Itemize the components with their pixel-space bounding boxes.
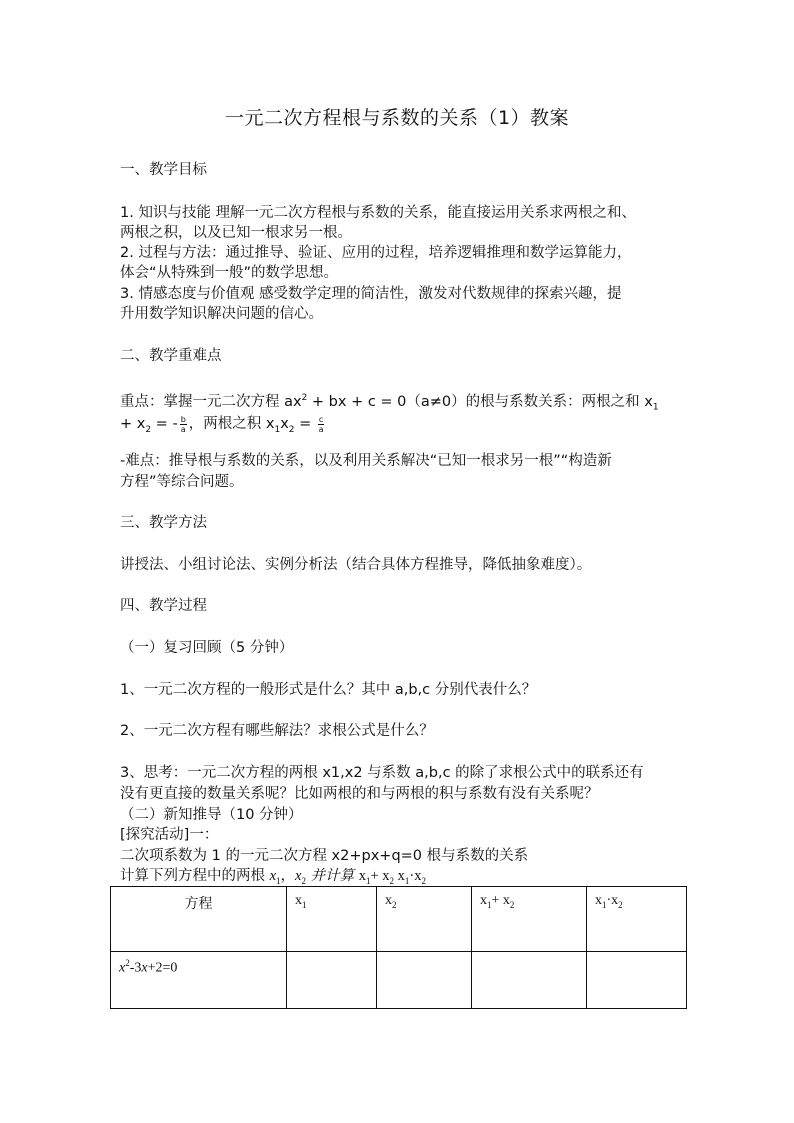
var-x: x	[141, 960, 148, 976]
review-question-2: 2、一元二次方程有哪些解法？求根公式是什么？	[120, 723, 434, 739]
subscript: 1	[274, 424, 281, 435]
instruction-text: 并计算	[305, 868, 359, 884]
subsection-new-knowledge: （二）新知推导（10 分钟）	[120, 807, 303, 823]
review-question-3-line-2: 没有更直接的数量关系呢？比如两根的和与两根的积与系数有没有关系呢？	[120, 786, 599, 802]
var-x: x	[295, 893, 302, 908]
difficulty-line-2: 方程”等综合问题。	[120, 474, 244, 490]
subscript: 1	[276, 875, 281, 886]
key-point-text: x	[280, 416, 289, 432]
header-x1	[287, 887, 377, 952]
dot-sign: ·	[409, 868, 415, 884]
var-x: x	[382, 868, 390, 884]
sum-cell[interactable]	[472, 952, 587, 1009]
fraction-b-over-a	[180, 415, 187, 434]
subscript: 2	[618, 899, 623, 910]
subscript: 2	[301, 875, 306, 886]
key-point-text: 重点：掌握一元二次方程 ax	[120, 393, 302, 410]
var-x: x	[385, 893, 392, 908]
header-x2	[377, 887, 472, 952]
goal-1-line-1: 1. 知识与技能 理解一元二次方程根与系数的关系，能直接运用关系求两根之和、	[120, 205, 637, 221]
key-point-text: = -	[151, 416, 178, 432]
goal-1-line-2: 两根之积，以及已知一根求另一根。	[120, 225, 352, 241]
subscript: 2	[392, 899, 397, 910]
section-heading-goals: 一、教学目标	[120, 162, 207, 178]
key-point-line-2	[120, 414, 326, 440]
subscript: 1	[302, 899, 307, 910]
subscript: 2	[288, 424, 295, 435]
plus-sign: +	[491, 893, 503, 908]
superscript: 2	[125, 958, 130, 968]
key-point-text: + x	[120, 416, 146, 432]
section-heading-key-points: 二、教学重难点	[120, 348, 222, 364]
subscript: 1	[652, 402, 659, 413]
dot-sign: ·	[606, 893, 612, 908]
document-title: 一元二次方程根与系数的关系（1）教案	[224, 107, 570, 129]
equation-cell	[111, 952, 287, 1009]
instruction-text: 计算下列方程中的两根	[120, 868, 270, 884]
header-equation-label: 方程	[184, 896, 213, 912]
explore-activity-label: [探究活动]一：	[120, 827, 219, 843]
fraction-denominator: a	[180, 424, 186, 434]
subscript: 1	[602, 899, 607, 910]
var-x: x	[394, 868, 405, 884]
subscript: 1	[365, 875, 371, 886]
goal-3-line-1: 3. 情感态度与价值观 感受数学定理的简洁性，激发对代数规律的探索兴趣，提	[120, 286, 622, 302]
goal-2-line-2: 体会“从特殊到一般”的数学思想。	[120, 265, 339, 281]
var-x: x	[611, 893, 619, 908]
var-x: x	[269, 868, 277, 884]
instruction-text: ，	[280, 868, 296, 884]
key-point-text: + bx + c = 0（a≠0）的根与系数关系：两根之和 x	[307, 393, 653, 410]
x2-cell[interactable]	[377, 952, 472, 1009]
table-header-row	[111, 887, 687, 952]
equation-text: +2=0	[147, 960, 178, 976]
goal-3-line-2: 升用数学知识解决问题的信心。	[120, 306, 323, 322]
fraction-denominator: a	[318, 424, 324, 434]
key-point-text: ，两根之积 x	[188, 416, 275, 432]
subscript: 2	[421, 875, 426, 886]
header-equation	[111, 887, 287, 952]
product-cell[interactable]	[587, 952, 687, 1009]
fraction-c-over-a	[318, 415, 324, 434]
fraction-numerator: b	[180, 414, 186, 424]
fraction-numerator: c	[318, 414, 324, 424]
var-x: x	[358, 868, 366, 884]
var-x: x	[414, 868, 422, 884]
header-sum	[472, 887, 587, 952]
equation-text: -3	[129, 960, 142, 976]
goal-2-line-1: 2. 过程与方法：通过推导、验证、应用的过程，培养逻辑推理和数学运算能力，	[120, 245, 632, 261]
var-x: x	[119, 960, 126, 976]
roots-calculation-table	[110, 886, 687, 1009]
subsection-review: （一）复习回顾（5 分钟）	[120, 640, 294, 656]
section-heading-process: 四、教学过程	[120, 598, 207, 614]
header-product	[587, 887, 687, 952]
review-question-3-line-1: 3、思考：一元二次方程的两根 x1,x2 与系数 a,b,c 的除了求根公式中的联系还有	[120, 765, 644, 781]
var-x: x	[595, 893, 602, 908]
difficulty-line-1: -难点：推导根与系数的关系，以及利用关系解决“已知一根求另一根”“构造新	[120, 453, 612, 469]
subscript: 1	[404, 875, 410, 886]
plus-sign: +	[370, 868, 383, 884]
table-row	[111, 952, 687, 1009]
section-heading-methods: 三、教学方法	[120, 515, 207, 531]
superscript: 2	[301, 393, 308, 403]
subscript: 2	[509, 899, 515, 910]
methods-body: 讲授法、小组讨论法、实例分析法（结合具体方程推导，降低抽象难度）。	[120, 557, 592, 573]
subscript: 2	[145, 424, 152, 435]
subscript: 2	[389, 875, 395, 886]
review-question-1: 1、一元二次方程的一般形式是什么？其中 a,b,c 分别代表什么？	[120, 682, 537, 698]
var-x: x	[480, 893, 487, 908]
subscript: 1	[487, 899, 492, 910]
x1-cell[interactable]	[287, 952, 377, 1009]
explore-task: 二次项系数为 1 的一元二次方程 x2+px+q=0 根与系数的关系	[120, 848, 529, 864]
key-point-text: =	[294, 416, 316, 432]
var-x: x	[502, 893, 510, 908]
var-x: x	[295, 868, 302, 884]
